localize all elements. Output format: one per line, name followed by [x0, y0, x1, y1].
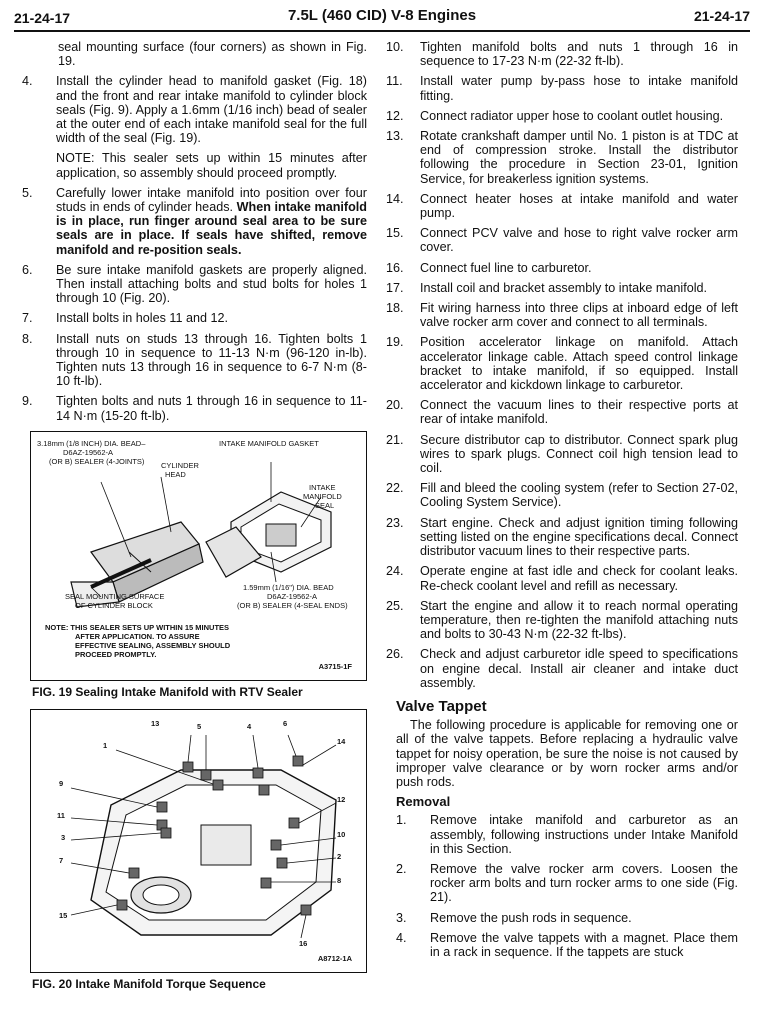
fig19-label-seal-1: INTAKE: [309, 482, 336, 492]
step-number: 6.: [22, 262, 33, 277]
step-4-note: NOTE: This sealer sets up within 15 minutes after application, so assembly should proceed promptly.: [56, 151, 367, 180]
fig19-label-cylinder: CYLINDER: [161, 460, 199, 470]
fig20-number: 1: [103, 741, 108, 751]
step-19: [386, 335, 738, 392]
step-number: 10.: [386, 40, 404, 54]
removal-step-3: [396, 911, 738, 925]
step-17: [386, 281, 738, 295]
step-number: 22.: [386, 481, 404, 496]
step-24: [386, 564, 738, 592]
fig19-label-gasket: INTAKE MANIFOLD GASKET: [219, 438, 319, 448]
right-column: [386, 40, 738, 965]
step-text: Remove intake manifold and carburetor as an assembly, following instructions under Intake Manifold in this Section.: [430, 813, 738, 856]
step-text: Install nuts on studs 13 through 16. Tighten bolts 1 through 10 in sequence to 11-13 N·m (96-120 in-lb). Tighten nuts 13 through 16 in sequence to 6-7 N·m (8-10 ft-lb).: [56, 331, 367, 389]
left-column: [22, 40, 367, 1001]
fig20-number: 3: [61, 833, 66, 843]
fig19-caption: FIG. 19 Sealing Intake Manifold with RTV Sealer: [32, 684, 303, 699]
step-4: [22, 74, 367, 145]
fig20-number: 9: [59, 779, 64, 789]
fig20-number: 4: [247, 722, 252, 732]
figure-20: [30, 709, 367, 973]
step-text: Remove the valve rocker arm covers. Loosen the rocker arm bolts and turn rocker arms to one side (Fig. 21).: [430, 861, 738, 905]
step-text: [56, 186, 367, 257]
fig20-number: 15: [59, 911, 68, 921]
step-21: [386, 433, 738, 476]
step-text: Rotate crankshaft damper until No. 1 piston is at TDC at end of compression stroke. Install the distributor following the procedure in Section 23-01, Ignition Service, for breakerless ignition systems.: [420, 129, 738, 186]
step-11: [386, 74, 738, 102]
step-text: Start the engine and allow it to reach normal operating temperature, then re-tighten the manifold attaching nuts and bolts to 30-43 N·m (22-32 ft-lbs).: [420, 598, 738, 642]
step-number: 4.: [22, 74, 33, 89]
step-6: [22, 263, 367, 306]
step-text: Install the cylinder head to manifold gasket (Fig. 18) and the front and rear intake manifold to cylinder block seals (Fig. 9). Apply a 1.6mm (1/16 inch) bead of sealer at the outer end of each intake manifold seal for the full width of the seal (Fig. 19).: [56, 74, 367, 146]
step-number: 17.: [386, 280, 404, 295]
step-number: 19.: [386, 335, 404, 350]
subsection-title: Removal: [396, 794, 451, 810]
fig20-number: 10: [337, 830, 346, 840]
step-number: 14.: [386, 191, 404, 206]
step-20: [386, 398, 738, 426]
fig20-number: 2: [337, 852, 342, 862]
fig19-label-bead-part: D6AZ-19562-A: [63, 447, 114, 457]
step-text: Remove the push rods in sequence.: [430, 910, 632, 925]
step-5-text: Carefully lower intake manifold into position over four studs in ends of cylinder heads.: [56, 185, 367, 215]
step-number: 23.: [386, 515, 404, 530]
step-10: [386, 40, 738, 68]
step-text: Install coil and bracket assembly to intake manifold.: [420, 280, 707, 295]
step-number: 13.: [386, 129, 404, 144]
fig20-number: 16: [299, 939, 308, 949]
step-number: 25.: [386, 598, 404, 613]
step-16: [386, 261, 738, 275]
step-22: [386, 481, 738, 509]
step-12: [386, 109, 738, 123]
step-text: Position accelerator linkage on manifold. Attach accelerator linkage cable. Attach speed control linkage bracket to intake manifold, if so equipped. Install accelerator and kickdown linkage to carburetor.: [420, 335, 738, 393]
step-number: 26.: [386, 647, 404, 662]
fig19-note-line-4: PROCEED PROMPTLY.: [75, 649, 157, 659]
step-text: Install bolts in holes 11 and 12.: [56, 311, 228, 326]
step-number: 21.: [386, 432, 404, 447]
fig20-caption: FIG. 20 Intake Manifold Torque Sequence: [32, 977, 266, 992]
step-number: 12.: [386, 108, 404, 123]
step-25: [386, 599, 738, 642]
fig19-label-seal-3: SEAL: [315, 500, 335, 510]
fig20-number: 11: [57, 811, 65, 821]
installation-steps: [386, 40, 738, 690]
step-text: Connect fuel line to carburetor.: [420, 260, 592, 275]
step-5-bold-text: When intake manifold is in place, run finger around seal area to be sure seals are in place. If seals have shifted, remove manifold and re-position seals.: [56, 200, 367, 257]
fig19-label-small-bead-sealer: (OR B) SEALER (4-SEAL ENDS): [237, 600, 348, 610]
fig20-number: 5: [197, 722, 202, 732]
fig19-note-line-3: EFFECTIVE SEALING, ASSEMBLY SHOULD: [75, 640, 231, 650]
step-text: Fill and bleed the cooling system (refer to Section 27-02, Cooling System Service).: [420, 481, 738, 510]
section-intro: The following procedure is applicable for removing one or all of the valve tappets. Before replacing a hydraulic valve tappet for noisy operation, be sure the noise is not caused by improper valve clearance or by worn rocker arms and/or push rods.: [396, 718, 738, 789]
step-text: Install water pump by-pass hose to intake manifold fitting.: [420, 74, 738, 103]
step-number: 3.: [396, 910, 407, 925]
page-header: [14, 4, 750, 32]
fig19-label-surface: SEAL MOUNTING SURFACE: [65, 591, 165, 601]
step-number: 9.: [22, 394, 33, 409]
step-14: [386, 192, 738, 220]
fig19-label-cylinder-head: HEAD: [165, 469, 186, 479]
fig19-label-seal-2: MANIFOLD: [303, 491, 342, 501]
step-number: 11.: [386, 74, 403, 89]
step-text: Connect the vacuum lines to their respective ports at rear of intake manifold.: [420, 398, 738, 427]
fig19-code: A3715-1F: [318, 661, 352, 671]
fig20-number: 12: [337, 795, 346, 805]
fig19-note-line-2: AFTER APPLICATION. TO ASSURE: [75, 631, 200, 641]
continued-text: seal mounting surface (four corners) as shown in Fig. 19.: [58, 40, 367, 69]
removal-steps: [396, 813, 738, 959]
fig19-label-surface-2: OF CYLINDER BLOCK: [75, 600, 153, 610]
step-26: [386, 647, 738, 690]
step-23: [386, 516, 738, 559]
fig19-note-line-1: NOTE: THIS SEALER SETS UP WITHIN 15 MINUTES: [45, 622, 230, 632]
step-text: Tighten bolts and nuts 1 through 16 in sequence to 11-14 N·m (15-20 ft-lb).: [56, 394, 367, 423]
fig20-number: 6: [283, 719, 288, 729]
fig20-number: 7: [59, 856, 64, 866]
fig19-label-small-bead-part: D6AZ-19562-A: [267, 591, 318, 601]
step-number: 7.: [22, 311, 33, 326]
step-text: Connect radiator upper hose to coolant outlet housing.: [420, 108, 724, 123]
step-text: Secure distributor cap to distributor. Connect spark plug wires to spark plugs. Connect coil high tension lead to coil.: [420, 432, 738, 476]
step-18: [386, 301, 738, 329]
step-text: Operate engine at fast idle and check for coolant leaks. Re-check coolant level and refill as necessary.: [420, 564, 738, 593]
step-text: Start engine. Check and adjust ignition timing following setting listed on the engine specifications decal. Connect distributor vacuum lines to their respective parts.: [420, 515, 738, 559]
manifold-torque-diagram: [31, 710, 366, 972]
step-number: 8.: [22, 331, 33, 346]
step-8: [22, 332, 367, 389]
step-text: Check and adjust carburetor idle speed to specifications on engine decal. Install air cleaner and intake duct assembly.: [420, 647, 738, 690]
fig20-number: 14: [337, 737, 346, 747]
removal-step-1: [396, 813, 738, 856]
step-text: Connect heater hoses at intake manifold and water pump.: [420, 191, 738, 221]
step-number: 24.: [386, 564, 404, 579]
fig20-number: 13: [151, 719, 160, 729]
fig19-label-small-bead: 1.59mm (1/16") DIA. BEAD: [243, 582, 334, 592]
page-number-left: 21-24-17: [14, 10, 71, 26]
step-text: Connect PCV valve and hose to right valve rocker arm cover.: [420, 226, 738, 255]
step-number: 15.: [386, 226, 404, 241]
step-number: 20.: [386, 398, 404, 413]
step-15: [386, 226, 738, 254]
step-text: Tighten manifold bolts and nuts 1 through 16 in sequence to 17-23 N·m (22-32 ft-lb).: [420, 40, 738, 69]
step-number: 16.: [386, 260, 404, 275]
fig19-label-bead-sealer: (OR B) SEALER (4-JOINTS): [49, 456, 145, 466]
removal-step-4: [396, 931, 738, 959]
fig19-label-bead: 3.18mm (1/8 INCH) DIA. BEAD–: [37, 438, 146, 448]
step-9: [22, 394, 367, 422]
step-7: [22, 311, 367, 325]
step-text: Remove the valve tappets with a magnet. Place them in a rack in sequence. If the tappets are stuck: [430, 930, 738, 959]
step-text: Fit wiring harness into three clips at inboard edge of left valve rocker arm cover and connect to all terminals.: [420, 301, 738, 330]
step-number: 4.: [396, 930, 407, 945]
figure-19: [30, 431, 367, 681]
step-number: 5.: [22, 185, 33, 200]
step-number: 1.: [396, 813, 407, 828]
step-13: [386, 129, 738, 186]
step-text: Be sure intake manifold gaskets are properly aligned. Then install attaching bolts and stud bolts for holes 1 through 10 (Fig. 20).: [56, 262, 367, 306]
page-number-right: 21-24-17: [693, 8, 750, 24]
section-title: Valve Tappet: [396, 697, 487, 715]
step-5: [22, 186, 367, 257]
page-title: 7.5L (460 CID) V-8 Engines: [287, 7, 477, 24]
removal-step-2: [396, 862, 738, 905]
fig20-number: 8: [337, 876, 342, 886]
step-number: 2.: [396, 861, 407, 876]
step-number: 18.: [386, 301, 404, 316]
fig20-code: A8712-1A: [317, 954, 352, 964]
